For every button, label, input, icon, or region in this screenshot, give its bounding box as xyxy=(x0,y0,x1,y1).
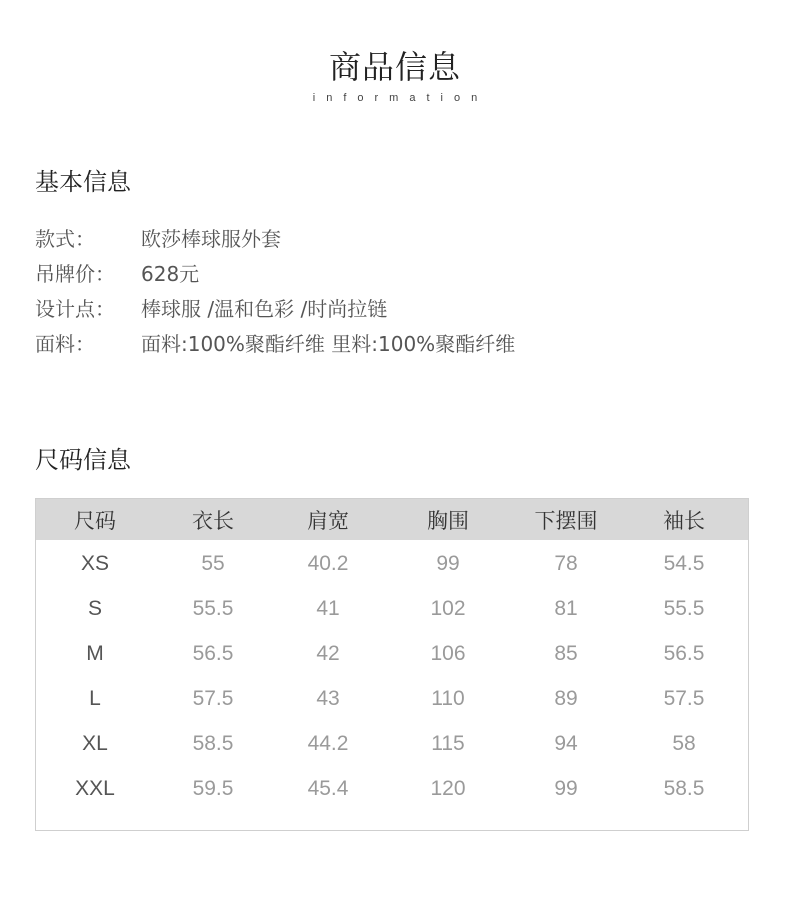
table-cell: 57.5 xyxy=(192,686,234,710)
table-cell: 78 xyxy=(554,551,578,575)
table-cell: 54.5 xyxy=(663,551,705,575)
table-cell: 94 xyxy=(554,731,578,755)
info-value: 欧莎棒球服外套 xyxy=(141,227,281,251)
size-table-body xyxy=(36,540,748,811)
info-row-design xyxy=(35,290,515,325)
table-cell: XS xyxy=(80,551,109,575)
table-cell: 99 xyxy=(554,776,578,800)
table-cell: 120 xyxy=(430,776,466,800)
page-title: 商品信息 xyxy=(328,48,461,86)
table-row xyxy=(36,631,748,676)
info-row-fabric xyxy=(35,325,515,360)
table-cell: 110 xyxy=(431,686,465,710)
info-row-price xyxy=(35,255,515,290)
table-cell: 56.5 xyxy=(192,641,234,665)
table-row xyxy=(36,676,748,721)
size-info-heading: 尺码信息 xyxy=(35,446,131,474)
table-cell: 56.5 xyxy=(663,641,705,665)
table-cell: 55.5 xyxy=(192,596,234,620)
info-value: 628元 xyxy=(141,262,200,286)
table-row xyxy=(36,541,748,586)
info-row-style xyxy=(35,220,515,255)
size-table-header xyxy=(36,499,748,540)
column-header-chest: 胸围 xyxy=(427,508,469,533)
column-header-hem: 下摆围 xyxy=(534,508,598,533)
table-cell: 59.5 xyxy=(192,776,234,800)
table-cell: 81 xyxy=(554,596,578,620)
table-cell: 99 xyxy=(436,551,460,575)
table-cell: 42 xyxy=(316,641,340,665)
table-cell: 43 xyxy=(316,686,340,710)
table-cell: 41 xyxy=(316,596,340,620)
table-cell: XL xyxy=(82,731,108,755)
info-label: 设计点： xyxy=(35,297,115,321)
table-row xyxy=(36,766,748,811)
column-header-sleeve: 袖长 xyxy=(663,508,705,533)
info-label: 面料： xyxy=(35,332,95,356)
column-header-size: 尺码 xyxy=(74,508,116,533)
info-label: 款式： xyxy=(35,227,95,251)
table-cell: 58.5 xyxy=(192,731,234,755)
table-cell: 40.2 xyxy=(307,551,349,575)
table-cell: 58 xyxy=(672,731,696,755)
table-cell: 102 xyxy=(430,596,466,620)
table-cell: 89 xyxy=(554,686,578,710)
table-cell: 55 xyxy=(201,551,225,575)
table-cell: L xyxy=(89,686,101,710)
table-row xyxy=(36,721,748,766)
info-label: 吊牌价： xyxy=(35,262,115,286)
basic-info-heading: 基本信息 xyxy=(35,168,131,196)
column-header-shoulder: 肩宽 xyxy=(307,508,349,533)
table-cell: 106 xyxy=(430,641,466,665)
table-cell: 55.5 xyxy=(663,596,705,620)
table-cell: 85 xyxy=(554,641,578,665)
table-cell: 57.5 xyxy=(663,686,705,710)
table-row xyxy=(36,586,748,631)
table-cell: S xyxy=(87,596,102,620)
table-cell: 58.5 xyxy=(663,776,705,800)
basic-info-list xyxy=(35,220,515,360)
table-cell: XXL xyxy=(75,776,115,800)
table-cell: 45.4 xyxy=(307,776,349,800)
info-value: 棒球服 /温和色彩 /时尚拉链 xyxy=(141,297,388,321)
column-header-length: 衣长 xyxy=(192,508,234,533)
table-cell: M xyxy=(86,641,104,665)
table-cell: 44.2 xyxy=(307,731,349,755)
size-table xyxy=(35,498,749,831)
page-subtitle: information xyxy=(312,92,489,104)
info-value: 面料:100%聚酯纤维 里料:100%聚酯纤维 xyxy=(141,332,516,356)
table-cell: 115 xyxy=(431,731,465,755)
